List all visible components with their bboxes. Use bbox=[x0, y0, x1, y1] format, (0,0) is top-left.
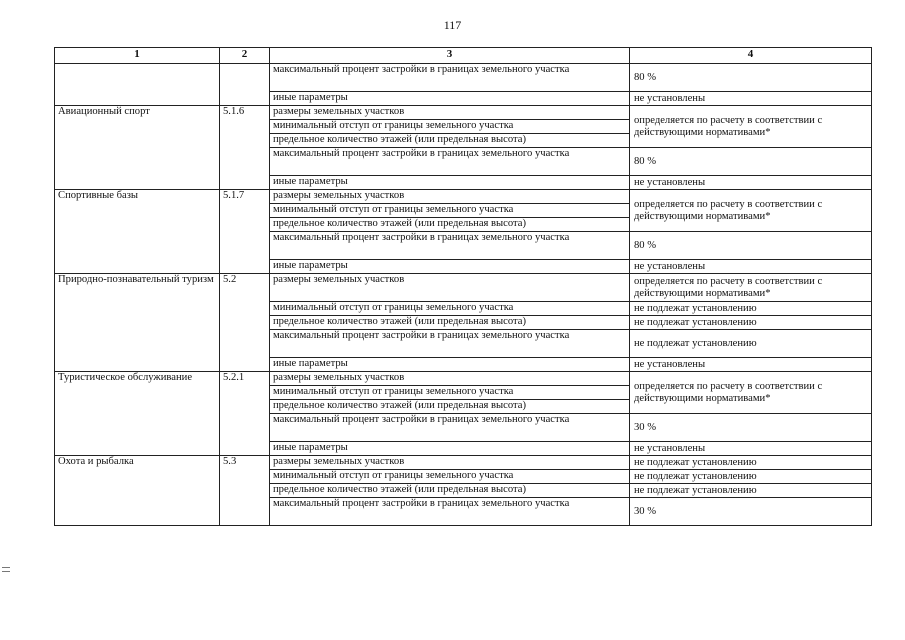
use-type-name: Охота и рыбалка bbox=[55, 456, 220, 526]
table-row bbox=[55, 372, 872, 386]
use-type-code: 5.1.6 bbox=[220, 106, 270, 190]
use-type-name: Природно-познавательный туризм bbox=[55, 274, 220, 372]
parameter-value: не установлены bbox=[630, 176, 872, 190]
table-row bbox=[55, 456, 872, 470]
use-type-name: Авиационный спорт bbox=[55, 106, 220, 190]
parameter-name: предельное количество этажей (или предельная высота) bbox=[270, 484, 630, 498]
parameter-value: не установлены bbox=[630, 92, 872, 106]
table-row bbox=[55, 64, 872, 92]
parameter-name: максимальный процент застройки в границах земельного участка bbox=[270, 414, 630, 442]
parameter-value: не подлежат установлению bbox=[630, 456, 872, 470]
parameter-name: минимальный отступ от границы земельного участка bbox=[270, 120, 630, 134]
header-col-1: 1 bbox=[55, 48, 220, 64]
parameter-name: предельное количество этажей (или предельная высота) bbox=[270, 218, 630, 232]
parameter-name: иные параметры bbox=[270, 442, 630, 456]
parameter-name: размеры земельных участков bbox=[270, 372, 630, 386]
parameter-value: не подлежат установлению bbox=[630, 316, 872, 330]
header-col-4: 4 bbox=[630, 48, 872, 64]
margin-mark bbox=[2, 567, 10, 575]
parameter-name: минимальный отступ от границы земельного участка bbox=[270, 204, 630, 218]
parameter-name: максимальный процент застройки в границах земельного участка bbox=[270, 148, 630, 176]
parameter-name: иные параметры bbox=[270, 92, 630, 106]
parameter-name: минимальный отступ от границы земельного участка bbox=[270, 302, 630, 316]
use-type-code: 5.1.7 bbox=[220, 190, 270, 274]
use-type-code bbox=[220, 64, 270, 106]
parameter-value: 80 % bbox=[630, 232, 872, 260]
parameter-name: иные параметры bbox=[270, 260, 630, 274]
use-type-code: 5.2.1 bbox=[220, 372, 270, 456]
parameter-value: не установлены bbox=[630, 358, 872, 372]
parameter-name: максимальный процент застройки в границах земельного участка bbox=[270, 232, 630, 260]
parameter-value: 80 % bbox=[630, 64, 872, 92]
parameter-value: определяется по расчету в соответствии с действующими нормативами* bbox=[630, 372, 872, 414]
parameter-name: предельное количество этажей (или предельная высота) bbox=[270, 400, 630, 414]
parameter-value: определяется по расчету в соответствии с действующими нормативами* bbox=[630, 190, 872, 232]
parameter-value: не подлежат установлению bbox=[630, 330, 872, 358]
parameter-value: не подлежат установлению bbox=[630, 470, 872, 484]
parameter-name: максимальный процент застройки в границах земельного участка bbox=[270, 64, 630, 92]
parameter-value: не установлены bbox=[630, 260, 872, 274]
parameter-value: 30 % bbox=[630, 498, 872, 526]
parameter-value: определяется по расчету в соответствии с действующими нормативами* bbox=[630, 106, 872, 148]
parameter-name: предельное количество этажей (или предельная высота) bbox=[270, 316, 630, 330]
parameter-name: размеры земельных участков bbox=[270, 456, 630, 470]
parameter-name: минимальный отступ от границы земельного участка bbox=[270, 470, 630, 484]
use-type-name bbox=[55, 64, 220, 106]
parameter-name: размеры земельных участков bbox=[270, 190, 630, 204]
table-row bbox=[55, 190, 872, 204]
use-type-code: 5.3 bbox=[220, 456, 270, 526]
parameter-value: определяется по расчету в соответствии с действующими нормативами* bbox=[630, 274, 872, 302]
parameter-value: 80 % bbox=[630, 148, 872, 176]
land-use-parameters-table bbox=[54, 47, 872, 526]
parameter-name: предельное количество этажей (или предельная высота) bbox=[270, 134, 630, 148]
page-number: 117 bbox=[443, 18, 462, 32]
parameter-name: минимальный отступ от границы земельного участка bbox=[270, 386, 630, 400]
parameter-value: не подлежат установлению bbox=[630, 302, 872, 316]
parameter-name: размеры земельных участков bbox=[270, 106, 630, 120]
parameter-name: максимальный процент застройки в границах земельного участка bbox=[270, 330, 630, 358]
parameter-value: 30 % bbox=[630, 414, 872, 442]
use-type-name: Туристическое обслуживание bbox=[55, 372, 220, 456]
table-row bbox=[55, 274, 872, 302]
parameter-value: не подлежат установлению bbox=[630, 484, 872, 498]
header-row bbox=[55, 48, 872, 64]
parameter-name: размеры земельных участков bbox=[270, 274, 630, 302]
parameter-name: иные параметры bbox=[270, 176, 630, 190]
header-col-2: 2 bbox=[220, 48, 270, 64]
table-row bbox=[55, 106, 872, 120]
parameter-name: иные параметры bbox=[270, 358, 630, 372]
use-type-name: Спортивные базы bbox=[55, 190, 220, 274]
table-body bbox=[55, 64, 872, 526]
use-type-code: 5.2 bbox=[220, 274, 270, 372]
parameter-value: не установлены bbox=[630, 442, 872, 456]
header-col-3: 3 bbox=[270, 48, 630, 64]
parameter-name: максимальный процент застройки в границах земельного участка bbox=[270, 498, 630, 526]
